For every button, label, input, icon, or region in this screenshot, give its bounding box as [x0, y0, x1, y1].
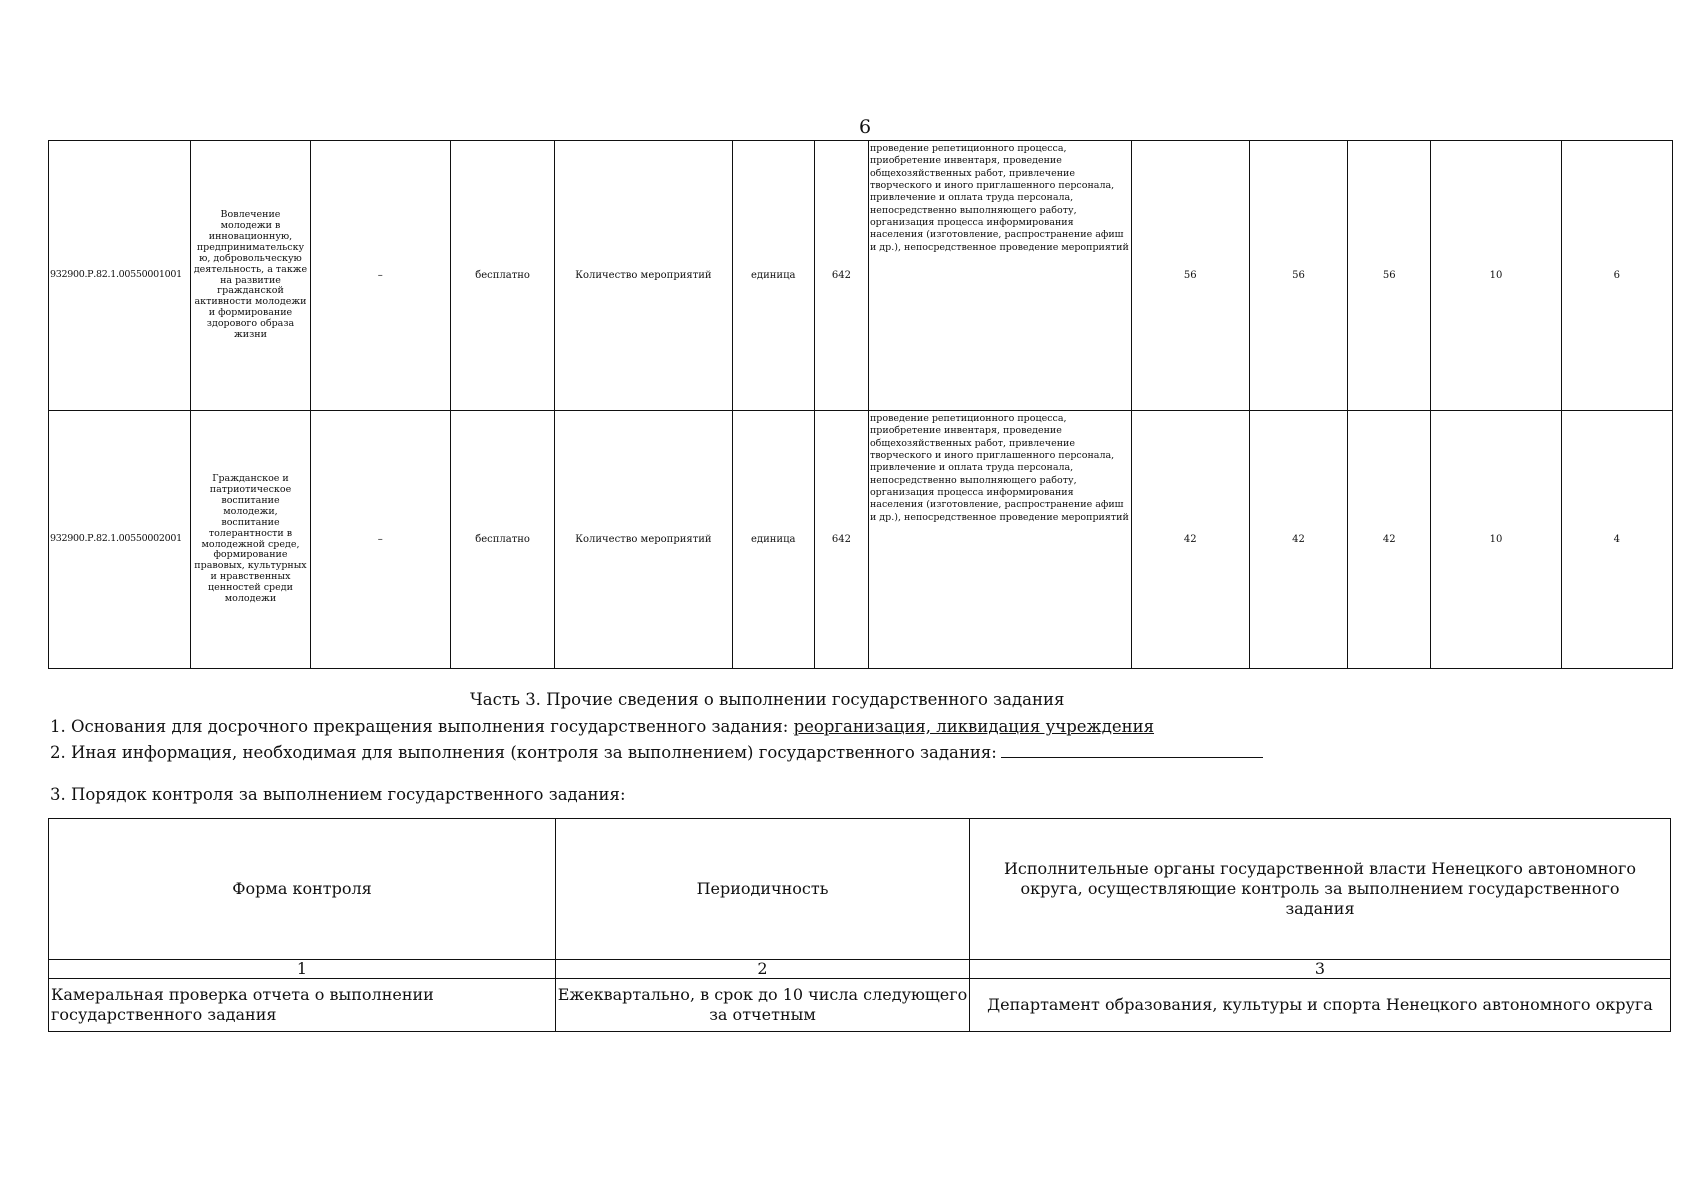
okei-code: 642	[814, 141, 868, 411]
work-description: проведение репетиционного процесса, приобретение инвентаря, проведение общехозяйственных работ, привлечение творческого и иного приглашенного персонала, привлечение и оплата труда персонала, непосредственно выполняющего работу, организация процесса информирования населения (изготовление, распространение афиш и др.), непосредственное проведение мероприятий	[868, 411, 1131, 669]
column-number: 3	[970, 960, 1671, 979]
column-number: 1	[49, 960, 556, 979]
indicator-name: Количество мероприятий	[555, 411, 732, 669]
early-termination-value: реорганизация, ликвидация учреждения	[793, 717, 1155, 736]
service-volume-table	[48, 140, 1673, 669]
service-content: –	[310, 141, 450, 411]
page-number: 6	[858, 116, 872, 138]
control-periodicity: Ежеквартально, в срок до 10 числа следующего за отчетным	[556, 979, 970, 1032]
service-name: Гражданское и патриотическое воспитание молодежи, воспитание толерантности в молодежной среде, формирование правовых, культурных и нравственных ценностей среди молодежи	[191, 411, 310, 669]
table-header-row	[49, 819, 1671, 960]
payment-type: бесплатно	[450, 141, 554, 411]
blank-line	[1001, 743, 1263, 758]
column-number: 2	[556, 960, 970, 979]
value-cell: 42	[1249, 411, 1347, 669]
unit-name: единица	[732, 411, 814, 669]
part3-title: Часть 3. Прочие сведения о выполнении государственного задания	[470, 690, 1065, 709]
value-cell: 56	[1348, 141, 1431, 411]
value-cell: 56	[1131, 141, 1249, 411]
other-info-label: 2. Иная информация, необходимая для выполнения (контроля за выполнением) государственного задания:	[50, 743, 997, 762]
control-form: Камеральная проверка отчета о выполнении государственного задания	[49, 979, 556, 1032]
work-description: проведение репетиционного процесса, приобретение инвентаря, проведение общехозяйственных работ, привлечение творческого и иного приглашенного персонала, привлечение и оплата труда персонала, непосредственно выполняющего работу, организация процесса информирования населения (изготовление, распространение афиш и др.), непосредственное проведение мероприятий	[868, 141, 1131, 411]
other-info-line	[50, 743, 1263, 762]
column-header: Форма контроля	[49, 819, 556, 960]
value-cell: 10	[1431, 411, 1561, 669]
value-cell: 10	[1431, 141, 1561, 411]
indicator-name: Количество мероприятий	[555, 141, 732, 411]
value-cell: 56	[1249, 141, 1347, 411]
control-procedure-heading: 3. Порядок контроля за выполнением государственного задания:	[50, 785, 626, 804]
early-termination-line	[50, 717, 1154, 736]
table-row	[49, 411, 1673, 669]
registry-code: 932900.Р.82.1.00550002001	[49, 411, 191, 669]
column-header: Периодичность	[556, 819, 970, 960]
column-header: Исполнительные органы государственной власти Ненецкого автономного округа, осуществляющие контроль за выполнением государственного задания	[970, 819, 1671, 960]
value-cell: 4	[1561, 411, 1672, 669]
okei-code: 642	[814, 411, 868, 669]
control-authority: Департамент образования, культуры и спорта Ненецкого автономного округа	[970, 979, 1671, 1032]
table-row	[49, 141, 1673, 411]
early-termination-label: 1. Основания для досрочного прекращения выполнения государственного задания:	[50, 717, 794, 736]
column-number-row	[49, 960, 1671, 979]
registry-code: 932900.Р.82.1.00550001001	[49, 141, 191, 411]
table-row	[49, 979, 1671, 1032]
value-cell: 6	[1561, 141, 1672, 411]
value-cell: 42	[1131, 411, 1249, 669]
control-table	[48, 818, 1671, 1032]
service-name: Вовлечение молодежи в инновационную, предпринимательску ю, добровольческую деятельность, а также на развитие гражданской активности молодежи и формирование здорового образа жизни	[191, 141, 310, 411]
value-cell: 42	[1348, 411, 1431, 669]
unit-name: единица	[732, 141, 814, 411]
payment-type: бесплатно	[450, 411, 554, 669]
service-content: –	[310, 411, 450, 669]
